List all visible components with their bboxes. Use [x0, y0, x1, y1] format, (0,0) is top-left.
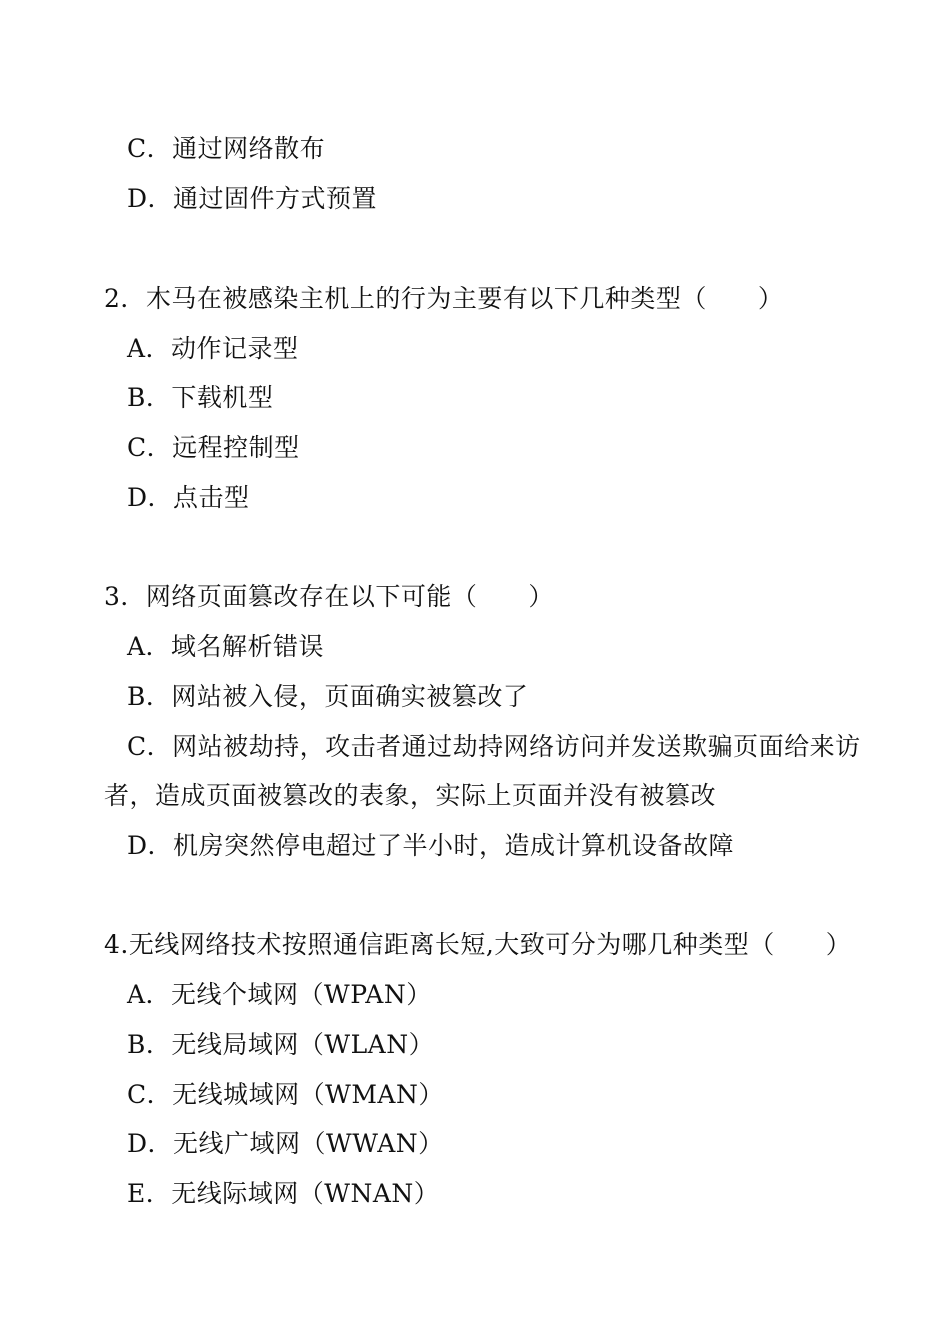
question-stem: 3．网络页面篡改存在以下可能（ ）: [104, 582, 554, 611]
option-text: A．动作记录型: [127, 334, 299, 363]
question-stem: 2．木马在被感染主机上的行为主要有以下几种类型（ ）: [104, 284, 784, 313]
question-stem: 4.无线网络技术按照通信距离长短,大致可分为哪几种类型（ ）: [104, 930, 852, 959]
option-text: D．通过固件方式预置: [127, 184, 378, 213]
option-text: C．网站被劫持，攻击者通过劫持网络访问并发送欺骗页面给来访: [127, 732, 861, 761]
option-text: D．无线广域网（WWAN）: [127, 1129, 444, 1158]
option-text: C．远程控制型: [127, 433, 300, 462]
option-text: A．无线个域网（WPAN）: [127, 980, 432, 1009]
option-text: B．下载机型: [127, 383, 274, 412]
option-text: A．域名解析错误: [127, 632, 325, 661]
option-text: B．无线局域网（WLAN）: [127, 1030, 435, 1059]
option-text-continuation: 者，造成页面被篡改的表象，实际上页面并没有被篡改: [104, 781, 717, 810]
option-text: D．机房突然停电超过了半小时，造成计算机设备故障: [127, 831, 735, 860]
option-text: C．通过网络散布: [127, 134, 326, 163]
option-text: D．点击型: [127, 483, 250, 512]
option-text: B．网站被入侵，页面确实被篡改了: [127, 682, 529, 711]
option-text: C．无线城域网（WMAN）: [127, 1080, 444, 1109]
option-text: E．无线际域网（WNAN）: [127, 1179, 440, 1208]
